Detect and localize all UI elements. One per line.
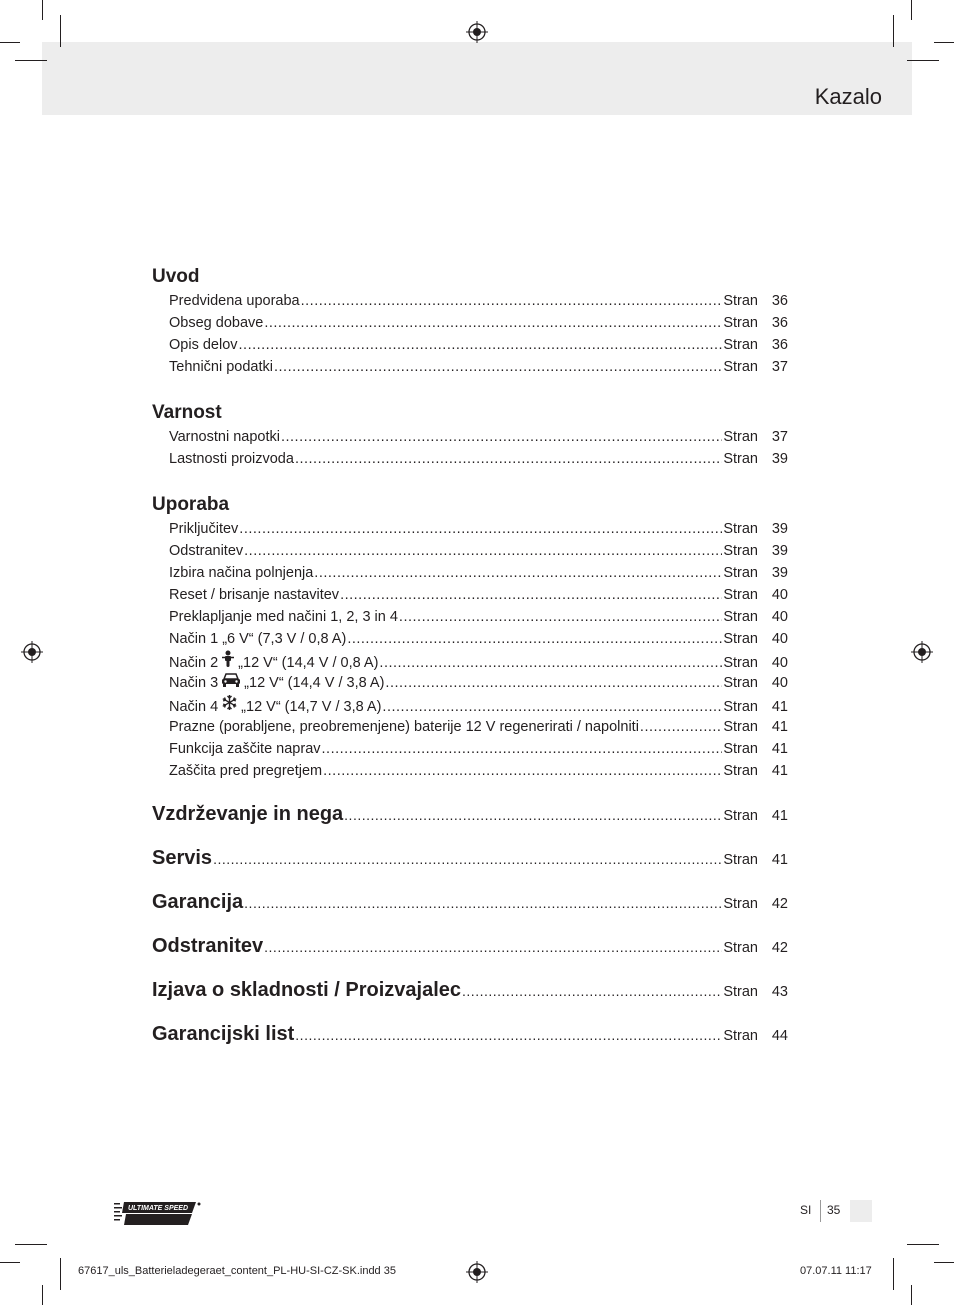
crop-mark — [911, 0, 912, 20]
entry-stran: Stran — [723, 655, 758, 671]
entry-stran: Stran — [723, 808, 758, 824]
toc-entry[interactable] — [152, 290, 788, 312]
entry-stran: Stran — [723, 631, 758, 647]
crop-mark — [911, 1285, 912, 1305]
section-title: Uvod — [152, 266, 200, 287]
entry-label-pre: Način 4 — [169, 699, 219, 715]
entry-label-post: „12 V“ (14,4 V / 3,8 A) — [244, 675, 385, 691]
entry-stran: Stran — [723, 521, 758, 537]
entry-page: 36 — [771, 337, 788, 353]
leader-dots — [281, 426, 722, 448]
entry-page: 40 — [771, 631, 788, 647]
toc-entry[interactable] — [152, 760, 788, 782]
footer-tab — [850, 1200, 872, 1222]
leader-dots — [347, 628, 722, 650]
leader-dots — [264, 312, 722, 334]
crop-mark — [42, 1285, 43, 1305]
entry-stran: Stran — [723, 451, 758, 467]
entry-label: Funkcija zaščite naprav — [169, 741, 321, 757]
leader-dots — [382, 696, 722, 718]
toc-section-varnost — [152, 400, 788, 470]
toc-entry[interactable] — [152, 562, 788, 584]
major-label: Garancijski list — [152, 1023, 295, 1045]
entry-stran: Stran — [723, 741, 758, 757]
crop-mark — [42, 0, 43, 20]
crop-mark — [60, 15, 61, 47]
entry-label: Izbira načina polnjenja — [169, 565, 314, 581]
toc-entry[interactable] — [152, 426, 788, 448]
ultimate-speed-logo — [114, 1200, 204, 1228]
entry-page: 40 — [771, 587, 788, 603]
major-label: Servis — [152, 847, 213, 869]
entry-page: 40 — [771, 609, 788, 625]
entry-stran: Stran — [723, 940, 758, 956]
toc-entry[interactable] — [152, 584, 788, 606]
entry-page: 40 — [771, 675, 788, 691]
registration-mark-icon — [21, 641, 43, 663]
toc-entry[interactable] — [152, 694, 788, 716]
entry-label: Odstranitev — [169, 543, 244, 559]
toc-entry[interactable] — [152, 540, 788, 562]
toc-major-entry[interactable] — [152, 836, 788, 880]
entry-page: 36 — [771, 293, 788, 309]
footer-divider — [820, 1200, 821, 1222]
registration-mark-icon — [466, 21, 488, 43]
crop-mark — [893, 1258, 894, 1290]
entry-label-pre: Način 2 — [169, 655, 219, 671]
crop-mark — [15, 1244, 47, 1245]
entry-page: 39 — [771, 543, 788, 559]
entry-page: 41 — [771, 699, 788, 715]
toc-entry[interactable] — [152, 650, 788, 672]
leader-dots — [323, 760, 722, 782]
entry-label: Obseg dobave — [169, 315, 264, 331]
entry-label-post: „12 V“ (14,7 V / 3,8 A) — [241, 699, 382, 715]
entry-stran: Stran — [723, 984, 758, 1000]
leader-dots — [244, 881, 722, 925]
toc-section-uporaba — [152, 492, 788, 782]
entry-stran: Stran — [723, 429, 758, 445]
leader-dots — [239, 518, 722, 540]
entry-page: 41 — [771, 852, 788, 868]
entry-page: 44 — [771, 1028, 788, 1044]
snowflake-icon — [221, 694, 238, 711]
major-label: Vzdrževanje in nega — [152, 803, 344, 825]
entry-page: 39 — [771, 521, 788, 537]
entry-stran: Stran — [723, 587, 758, 603]
entry-page: 43 — [771, 984, 788, 1000]
logo-text: ULTIMATE SPEED — [128, 1205, 189, 1212]
entry-stran: Stran — [723, 763, 758, 779]
entry-stran: Stran — [723, 852, 758, 868]
crop-mark — [907, 1244, 939, 1245]
entry-page: 37 — [771, 359, 788, 375]
crop-mark — [934, 42, 954, 43]
toc-entry[interactable] — [152, 738, 788, 760]
entry-stran: Stran — [723, 315, 758, 331]
page-title: Kazalo — [814, 84, 882, 109]
toc-major-entry[interactable] — [152, 1012, 788, 1056]
entry-stran: Stran — [723, 896, 758, 912]
entry-label: Opis delov — [169, 337, 238, 353]
entry-label: Prazne (porabljene, preobremenjene) baterije 12 V regenerirati / napolniti — [169, 719, 639, 735]
entry-stran: Stran — [723, 699, 758, 715]
toc-major-entry[interactable] — [152, 968, 788, 1012]
entry-label: Zaščita pred pregretjem — [169, 763, 323, 779]
registration-mark-icon — [466, 1261, 488, 1283]
entry-label: Reset / brisanje nastavitev — [169, 587, 340, 603]
entry-page: 41 — [771, 719, 788, 735]
leader-dots — [385, 672, 722, 694]
crop-mark — [15, 60, 47, 61]
leader-dots — [344, 793, 722, 837]
toc-entry[interactable] — [152, 672, 788, 694]
section-title: Varnost — [152, 402, 222, 423]
motorcycle-icon — [221, 650, 235, 667]
header-band — [42, 42, 912, 115]
slug-file: 67617_uls_Batterieladegeraet_content_PL-HU-SI-CZ-SK.indd 35 — [78, 1265, 396, 1277]
toc-entry[interactable] — [152, 518, 788, 540]
entry-label-post: „12 V“ (14,4 V / 0,8 A) — [238, 655, 379, 671]
toc-entry[interactable] — [152, 334, 788, 356]
leader-dots — [274, 356, 722, 378]
leader-dots — [264, 925, 722, 969]
entry-page: 42 — [771, 940, 788, 956]
entry-stran: Stran — [723, 719, 758, 735]
leader-dots — [301, 290, 723, 312]
entry-label: Lastnosti proizvoda — [169, 451, 294, 467]
entry-stran: Stran — [723, 359, 758, 375]
leader-dots — [399, 606, 722, 628]
leader-dots — [340, 584, 722, 606]
entry-stran: Stran — [723, 543, 758, 559]
crop-mark — [893, 15, 894, 47]
entry-label: Priključitev — [169, 521, 239, 537]
slug-date: 07.07.11 11:17 — [800, 1265, 872, 1277]
leader-dots — [213, 837, 722, 881]
crop-mark — [0, 42, 20, 43]
toc-entry[interactable] — [152, 606, 788, 628]
toc-entry[interactable] — [152, 628, 788, 650]
crop-mark — [60, 1258, 61, 1290]
entry-label: Predvidena uporaba — [169, 293, 300, 309]
entry-label: Način 1 „6 V“ (7,3 V / 0,8 A) — [169, 631, 347, 647]
crop-mark — [934, 1262, 954, 1263]
entry-stran: Stran — [723, 609, 758, 625]
entry-page: 39 — [771, 451, 788, 467]
toc-major-entry[interactable] — [152, 924, 788, 968]
entry-page: 41 — [771, 808, 788, 824]
entry-stran: Stran — [723, 337, 758, 353]
registration-mark-icon — [911, 641, 933, 663]
leader-dots — [462, 969, 722, 1013]
entry-stran: Stran — [723, 675, 758, 691]
table-of-contents — [152, 264, 788, 1056]
major-label: Izjava o skladnosti / Proizvajalec — [152, 979, 462, 1001]
leader-dots — [379, 652, 722, 674]
toc-major-entry[interactable] — [152, 880, 788, 924]
entry-page: 40 — [771, 655, 788, 671]
footer-page-number: 35 — [827, 1203, 841, 1217]
entry-stran: Stran — [723, 565, 758, 581]
entry-label: Tehnični podatki — [169, 359, 273, 375]
entry-page: 41 — [771, 741, 788, 757]
entry-stran: Stran — [723, 1028, 758, 1044]
entry-stran: Stran — [723, 293, 758, 309]
leader-dots — [295, 448, 722, 470]
toc-entry[interactable] — [152, 356, 788, 378]
toc-section-uvod — [152, 264, 788, 378]
footer-language: SI — [800, 1203, 812, 1217]
entry-label: Preklapljanje med načini 1, 2, 3 in 4 — [169, 609, 398, 625]
leader-dots — [640, 716, 722, 738]
leader-dots — [295, 1013, 722, 1057]
leader-dots — [322, 738, 723, 760]
entry-page: 37 — [771, 429, 788, 445]
entry-label: Varnostni napotki — [169, 429, 280, 445]
entry-page: 36 — [771, 315, 788, 331]
entry-page: 42 — [771, 896, 788, 912]
crop-mark — [0, 1262, 20, 1263]
entry-label-pre: Način 3 — [169, 675, 219, 691]
leader-dots — [314, 562, 722, 584]
toc-entry[interactable] — [152, 716, 788, 738]
leader-dots — [239, 334, 723, 356]
major-label: Odstranitev — [152, 935, 264, 957]
leader-dots — [244, 540, 722, 562]
entry-page: 41 — [771, 763, 788, 779]
toc-major-entry[interactable] — [152, 792, 788, 836]
toc-entry[interactable] — [152, 312, 788, 334]
major-label: Garancija — [152, 891, 244, 913]
toc-entry[interactable] — [152, 448, 788, 470]
crop-mark — [907, 60, 939, 61]
section-title: Uporaba — [152, 494, 230, 515]
car-icon — [221, 672, 241, 687]
entry-page: 39 — [771, 565, 788, 581]
